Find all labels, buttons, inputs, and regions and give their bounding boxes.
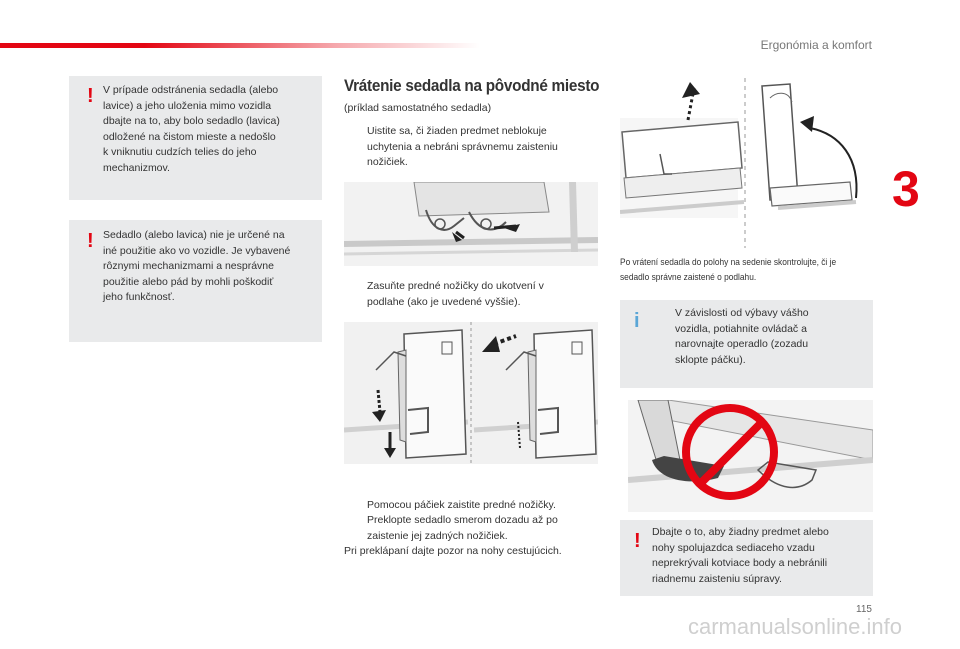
illustration-seat-lock-check <box>620 78 874 248</box>
warning-icon: ! <box>87 85 94 107</box>
warning-box-1 <box>69 76 322 200</box>
subtitle: (príklad samostatného sedadla) <box>344 102 492 114</box>
info-step: V závislosti od výbavy vášho vozidla, potiahnite ovládač a narovnajte operadlo (zozadu sklopte páčku). <box>675 307 809 366</box>
header-accent-bar <box>0 43 480 48</box>
page-number: 115 <box>856 604 872 615</box>
illustration-caption: Po vrátení sedadla do polohy na sedenie skontrolujte, či je sedadlo správne zaistené o podlahu. <box>620 257 837 283</box>
info-box <box>620 300 873 388</box>
page-title: Vrátenie sedadla na pôvodné miesto <box>344 76 600 95</box>
illustration-seat-fold-steps <box>344 322 598 464</box>
illustration-no-feet-on-anchors <box>628 400 873 512</box>
info-icon: i <box>634 310 640 332</box>
warning-text-3: Dbajte o to, aby žiadny predmet alebo nohy spolujazdca sediaceho vzadu neprekrývali kotviace body a nebránili riadnemu zaisteniu súpravy. <box>652 526 829 585</box>
section-title: Ergonómia a komfort <box>760 38 872 52</box>
caution-note: Pri preklápaní dajte pozor na nohy cestujúcich. <box>344 545 562 557</box>
illustration-seat-feet-anchors <box>344 182 598 266</box>
warning-icon: ! <box>634 530 641 552</box>
watermark: carmanualsonline.info <box>687 614 902 639</box>
warning-text-2: Sedadlo (alebo lavica) nie je určené na iné použitie ako vo vozidle. Je vybavené rôznymi mechanizmami a nesprávne použitie alebo pád by mohli poškodiť jeho funkčnosť. <box>103 229 291 303</box>
warning-box-2 <box>69 220 322 342</box>
warning-text-1: V prípade odstránenia sedadla (alebo lavice) a jeho uloženia mimo vozidla dbajte na to, aby bolo sedadlo (lavica) odložené na čistom mieste a nedošlo k vniknutiu cudzích telies do jeho mechanizmov. <box>103 84 280 174</box>
chapter-number: 3 <box>892 161 920 217</box>
warning-box-3 <box>620 520 873 596</box>
step-2: Zasuňte predné nožičky do ukotvení v podlahe (ako je uvedené vyššie). <box>367 280 544 308</box>
step-3: Pomocou páčiek zaistite predné nožičky. <box>367 499 556 511</box>
warning-icon: ! <box>87 230 94 252</box>
step-4: Preklopte sedadlo smerom dozadu až po zaistenie jej zadných nožičiek. <box>367 514 558 542</box>
step-1: Uistite sa, či žiaden predmet neblokuje uchytenia a nebráni správnemu zaisteniu nožičiek. <box>367 125 558 168</box>
